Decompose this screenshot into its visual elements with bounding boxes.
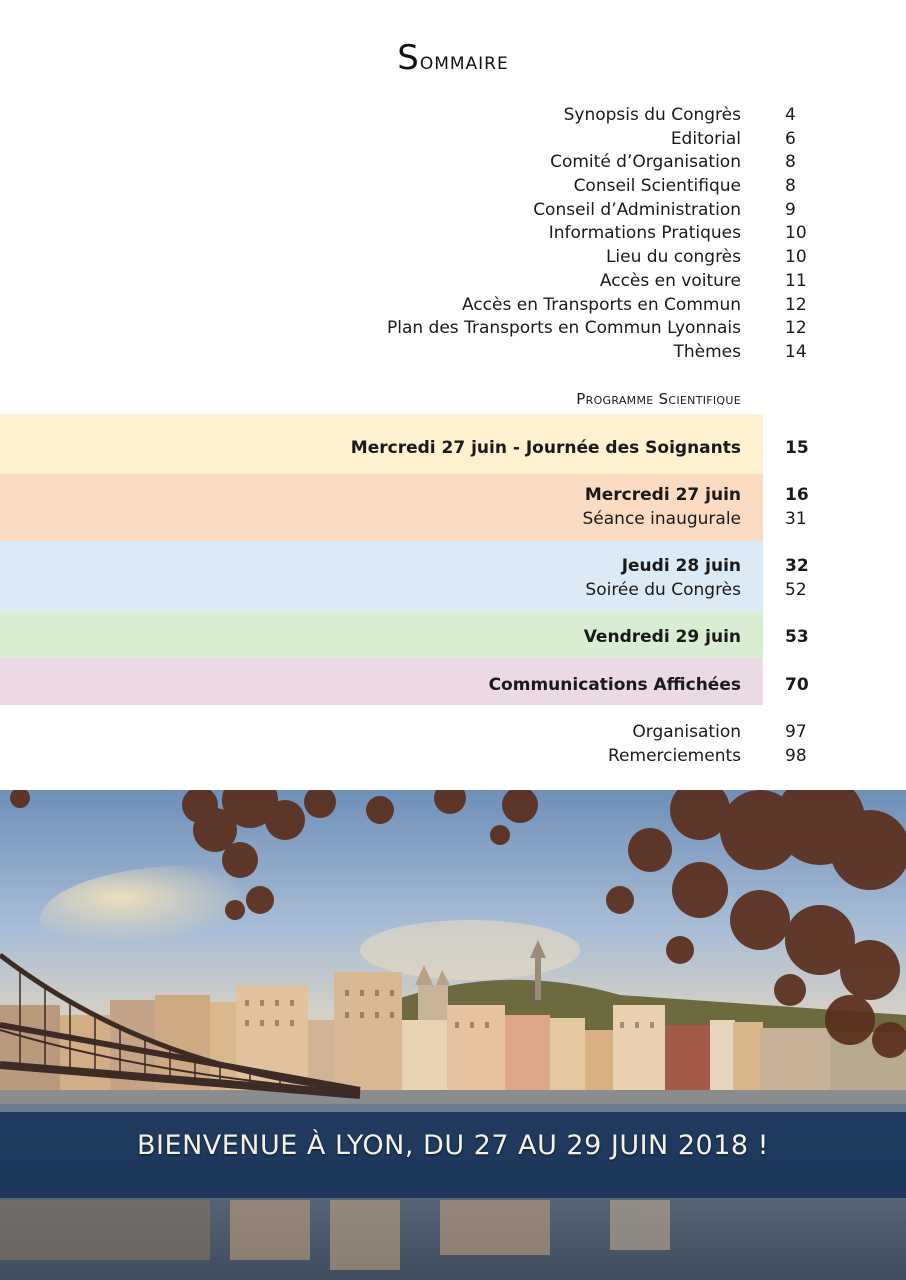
toc-entry-label: Mercredi 27 juin - Journée des Soignants [350,438,741,458]
table-of-contents [0,104,906,365]
toc-entry-page: 14 [785,341,807,362]
toc-entry-label: Editorial [670,128,741,149]
toc-entry-communications[interactable] [0,673,906,697]
toc-entry[interactable] [0,270,906,294]
toc-entry-page: 53 [785,627,809,647]
toc-entry[interactable] [0,104,906,128]
toc-entry-mercredi[interactable] [0,483,906,507]
toc-entry-page: 15 [785,438,809,458]
toc-entry-label: Séance inaugurale [582,509,741,529]
toc-entry-page: 9 [785,199,796,220]
welcome-banner-text: BIENVENUE À LYON, DU 27 AU 29 JUIN 2018 ! [137,1130,769,1161]
toc-entry-page: 32 [785,556,809,576]
toc-entry-label: Lieu du congrès [605,247,741,268]
toc-entry-page: 8 [785,176,796,197]
toc-entry[interactable] [0,341,906,365]
toc-entry-label: Conseil Scientifique [573,176,741,197]
toc-entry[interactable] [0,317,906,341]
toc-entry-remerciements[interactable] [0,744,906,768]
toc-entry-label: Jeudi 28 juin [621,556,741,576]
toc-entry-label: Accès en voiture [599,270,741,291]
toc-entry[interactable] [0,128,906,152]
toc-entry-page: 10 [785,247,807,268]
toc-entry-label: Mercredi 27 juin [584,485,741,505]
toc-entry-label: Conseil d’Administration [533,199,741,220]
toc-entry-seance-inaugurale[interactable] [0,507,906,531]
toc-entry-journee-soignants[interactable] [0,436,906,460]
toc-entry-page: 4 [785,105,796,125]
toc-entry[interactable] [0,151,906,175]
toc-entry-jeudi[interactable] [0,554,906,578]
toc-entry[interactable] [0,222,906,246]
toc-entry-page: 6 [785,128,796,149]
toc-entry-soiree[interactable] [0,578,906,602]
page-title: Sommaire [397,38,509,78]
toc-entry-page: 52 [785,580,807,600]
toc-entry-page: 12 [785,318,807,339]
toc-entry-label: Thèmes [673,341,741,362]
toc-entry-vendredi[interactable] [0,625,906,649]
programme-heading: Programme Scientifique [576,390,741,408]
toc-entry-page: 16 [785,485,809,505]
toc-entry-label: Soirée du Congrès [585,580,741,600]
toc-entry-label: Synopsis du Congrès [563,105,741,125]
toc-entry-page: 70 [785,675,809,695]
toc-entry[interactable] [0,199,906,223]
toc-entry-label: Organisation [632,722,741,742]
toc-entry-page: 98 [785,746,807,766]
toc-entry-label: Communications Affichées [488,675,741,695]
toc-entry[interactable] [0,246,906,270]
toc-entry-label: Informations Pratiques [548,223,741,244]
toc-entry[interactable] [0,294,906,318]
toc-entry-organisation[interactable] [0,720,906,744]
lyon-riverfront-photo [0,790,906,1280]
toc-entry-page: 31 [785,509,807,529]
toc-entry-page: 12 [785,294,807,315]
toc-entry-label: Vendredi 29 juin [583,627,741,647]
toc-entry-page: 8 [785,152,796,173]
toc-entry-page: 10 [785,223,807,244]
toc-entry-label: Remerciements [608,746,741,766]
toc-entry-label: Plan des Transports en Commun Lyonnais [386,318,741,339]
toc-entry-page: 97 [785,722,807,742]
toc-entry-label: Comité d’Organisation [550,152,741,173]
toc-entry[interactable] [0,175,906,199]
toc-entry-page: 11 [785,270,807,291]
toc-entry-label: Accès en Transports en Commun [462,294,741,315]
